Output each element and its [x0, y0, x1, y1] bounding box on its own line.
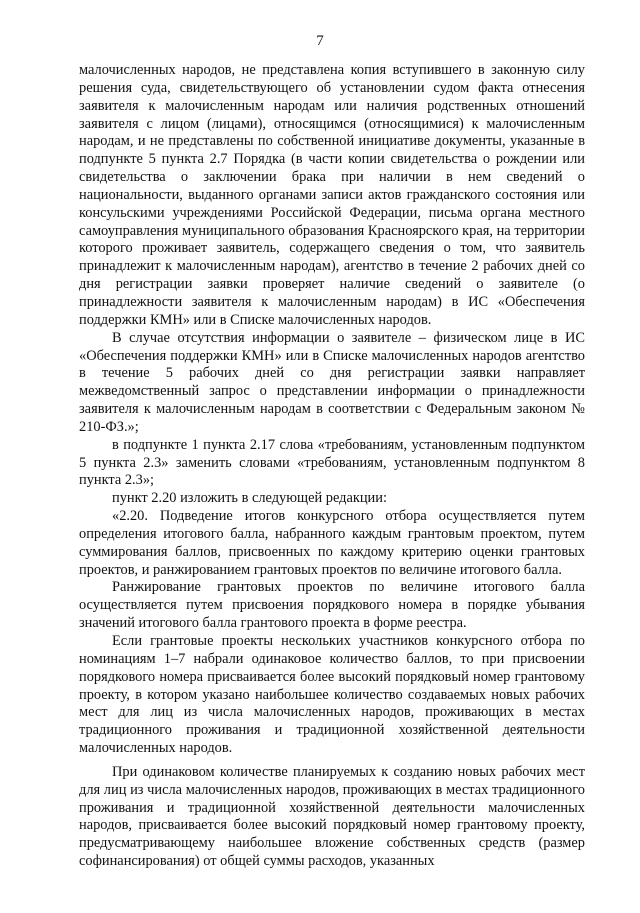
- paragraph-interagency-request: В случае отсутствия информации о заявителе – физическом лице в ИС «Обеспечения поддержки КМН» или в Списке малочисленных народов агентство в течение 5 рабочих дней со дня регистрации заявки направляет межведомственный запрос о представлении информации о принадлежности заявителя к малочисленным народам в соответствии с Федеральным законом № 210-ФЗ.»;: [79, 329, 585, 435]
- paragraph-equal-jobs: При одинаковом количестве планируемых к созданию новых рабочих мест для лиц из числа малочисленных народов, проживающих в местах традиционного проживания и традиционной хозяйственной деятельности малочисленных народов, присваивается более высокий порядковый номер грантовому проекту, предусматривающему наибольшее вложение собственных средств (размер софинансирования) от общей суммы расходов, указанных: [79, 763, 585, 870]
- paragraph-clause-2-20: «2.20. Подведение итогов конкурсного отбора осуществляется путем определения итогового балла, набранного каждым грантовым проектом, путем суммирования баллов, присвоенных по каждому критерию оценки грантовых проектов, и ранжированием грантовых проектов по величине итогового балла.: [79, 508, 585, 578]
- document-body: [79, 62, 585, 871]
- paragraph-continuation: малочисленных народов, не представлена копия вступившего в законную силу решения суда, свидетельствующего об установлении судом факта отнесения заявителя к малочисленным народам или наличия родственных отношений заявителя с лицом (лицами), относящимся (относящимися) к малочисленным народам, и не представлены по собственной инициативе документы, указанные в подпункте 5 пункта 2.7 Порядка (в части копии свидетельства о рождении или свидетельства о заключении брака при наличии в нем сведений о национальности, выданного органами записи актов гражданского состояния или консульскими учреждениями Российской Федерации, письма органа местного самоуправления муниципального образования Красноярского края, на территории которого проживает заявитель, содержащего сведения о том, что заявитель принадлежит к малочисленным народам), агентство в течение 2 рабочих дней со дня регистрации заявки проверяет наличие сведений о заявителе (о принадлежности заявителя к малочисленным народам) в ИС «Обеспечения поддержки КМН» или в Списке малочисленных народов.: [79, 62, 585, 328]
- paragraph-amendment-2-17: в подпункте 1 пункта 2.17 слова «требованиям, установленным подпунктом 5 пункта 2.3» заменить словами «требованиям, установленным подпунктом 8 пункта 2.3»;: [79, 436, 585, 489]
- paragraph-clause-2-20-intro: пункт 2.20 изложить в следующей редакции:: [112, 490, 387, 507]
- page-number: 7: [316, 33, 324, 49]
- paragraph-equal-score: Если грантовые проекты нескольких участников конкурсного отбора по номинациям 1–7 набрали одинаковое количество баллов, то при присвоении порядкового номера присваивается более высокий порядковый номер грантовому проекту, в котором указано наибольшее количество создаваемых новых рабочих мест для лиц из числа малочисленных народов, проживающих в местах традиционного проживания и традиционной хозяйственной деятельности малочисленных народов.: [79, 633, 585, 757]
- paragraph-ranking: Ранжирование грантовых проектов по величине итогового балла осуществляется путем присвоения порядкового номера в порядке убывания значений итогового балла грантового проекта в форме реестра.: [79, 579, 585, 632]
